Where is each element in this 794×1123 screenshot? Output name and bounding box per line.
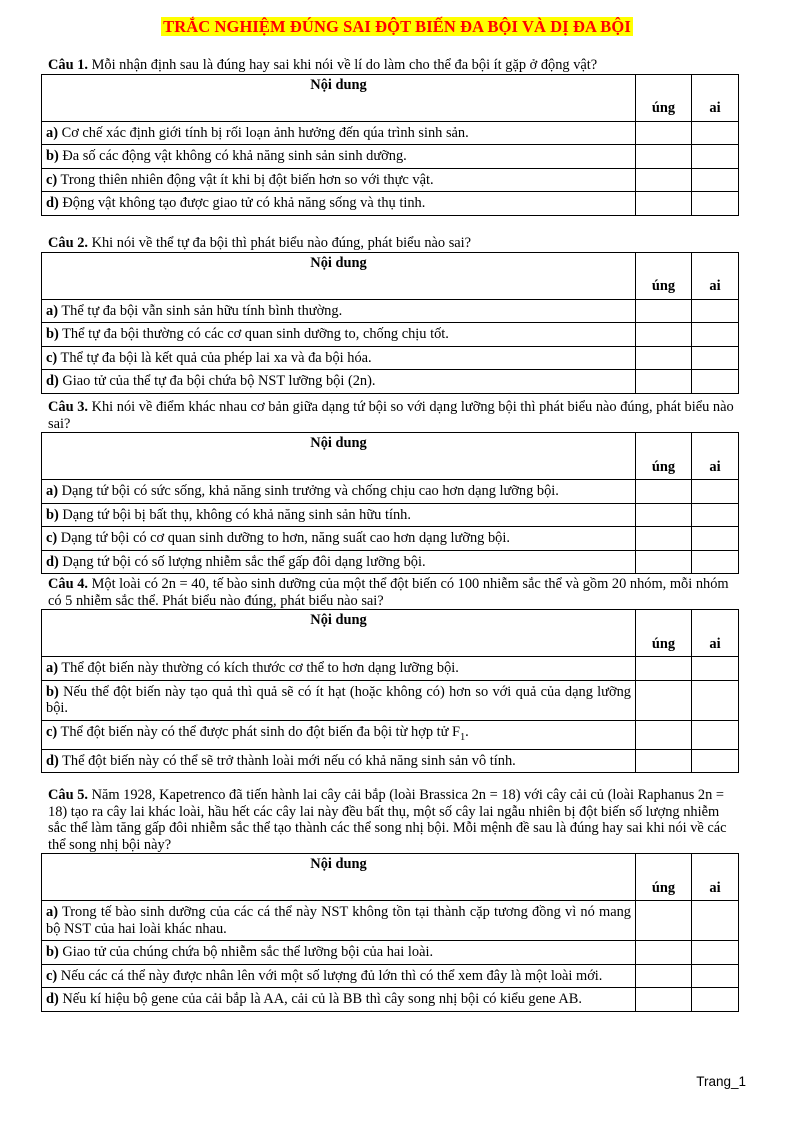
table-row [42,145,739,169]
statement-cell [42,299,636,323]
true-answer-cell[interactable] [636,121,692,145]
true-answer-cell[interactable] [636,901,692,941]
true-header: úng [636,854,692,901]
statement-label: c) [46,967,58,984]
false-answer-cell[interactable] [692,121,739,145]
table-row [42,527,739,551]
true-answer-cell[interactable] [636,480,692,504]
true-answer-cell[interactable] [636,323,692,347]
true-answer-cell[interactable] [636,657,692,681]
subscript: 1 [460,731,466,743]
table-row [42,480,739,504]
question-block [48,57,738,216]
statement-text: Động vật không tạo được giao tử có khả năng sống và thụ tinh. [62,195,426,211]
question-text [48,576,738,609]
question-block [48,576,738,773]
statement-text: Dạng tứ bội bị bất thụ, không có khả năng sinh sản hữu tính. [62,506,411,523]
question-body: Một loài có 2n = 40, tế bào sinh dưỡng của một thể đột biến có 100 nhiễm sắc thể và gồm 20 nhóm, mỗi nhóm có 5 nhiễm sắc thể. Phát biểu nào đúng, phát biểu nào sai? [48,576,729,609]
statement-text: Đa số các động vật không có khả năng sinh sản sinh dưỡng. [62,148,407,164]
statement-cell [42,168,636,192]
answer-table [41,74,739,216]
table-row [42,901,739,941]
question-block [48,399,738,574]
false-answer-cell[interactable] [692,480,739,504]
false-answer-cell[interactable] [692,168,739,192]
statement-cell [42,988,636,1012]
false-answer-cell[interactable] [692,145,739,169]
table-row [42,550,739,574]
true-answer-cell[interactable] [636,550,692,574]
true-answer-cell[interactable] [636,503,692,527]
true-answer-cell[interactable] [636,941,692,965]
question-label: Câu 3. [48,399,88,415]
statement-label: d) [46,991,59,1007]
table-row [42,370,739,394]
statement-label: a) [46,124,58,141]
question-body: Khi nói về thể tự đa bội thì phát biểu nào đúng, phát biểu nào sai? [91,235,472,251]
table-row [42,657,739,681]
statement-text: Dạng tứ bội có cơ quan sinh dưỡng to hơn, năng suất cao hơn dạng lưỡng bội. [60,530,510,546]
statement-label: a) [46,904,58,920]
content-header: Nội dung [42,74,636,121]
content-header: Nội dung [42,610,636,657]
false-header: ai [692,252,739,299]
table-header-row [42,252,739,299]
statement-label: b) [46,148,59,164]
answer-table [41,853,739,1012]
statement-label: d) [46,553,59,570]
statement-text: Trong thiên nhiên động vật ít khi bị đột biến hơn so với thực vật. [60,171,434,188]
false-answer-cell[interactable] [692,988,739,1012]
statement-label: a) [46,302,58,319]
statement-text: Thể đột biến này có thể được phát sinh do đột biến đa bội từ hợp tử F [60,723,461,740]
table-row [42,941,739,965]
statement-cell [42,480,636,504]
table-row [42,192,739,216]
false-answer-cell[interactable] [692,964,739,988]
false-answer-cell[interactable] [692,527,739,551]
statement-label: c) [46,349,58,366]
false-header: ai [692,433,739,480]
question-text [48,787,738,853]
false-header: ai [692,610,739,657]
statement-cell [42,121,636,145]
table-row [42,749,739,773]
statement-text: Dạng tứ bội có số lượng nhiễm sắc thể gấp đôi dạng lưỡng bội. [62,553,426,570]
question-text [48,235,738,252]
true-answer-cell[interactable] [636,720,692,749]
false-answer-cell[interactable] [692,901,739,941]
question-body: Mỗi nhận định sau là đúng hay sai khi nói về lí do làm cho thể đa bội ít gặp ở động vật? [91,57,598,73]
true-header: úng [636,252,692,299]
table-row [42,964,739,988]
true-answer-cell[interactable] [636,299,692,323]
table-row [42,346,739,370]
statement-label: c) [46,723,58,740]
statement-cell [42,145,636,169]
statement-label: a) [46,660,58,676]
true-answer-cell[interactable] [636,370,692,394]
statement-label: b) [46,944,59,960]
true-answer-cell[interactable] [636,145,692,169]
statement-cell [42,323,636,347]
statement-label: d) [46,195,59,211]
false-answer-cell[interactable] [692,503,739,527]
question-label: Câu 1. [48,57,88,73]
statement-cell [42,720,636,749]
statement-cell [42,370,636,394]
statement-cell [42,680,636,720]
question-body: Khi nói về điểm khác nhau cơ bản giữa dạng tứ bội so với dạng lưỡng bội thì phát biểu nào đúng, phát biểu nào sai? [48,399,734,432]
true-answer-cell[interactable] [636,749,692,773]
statement-text: Nếu thể đột biến này tạo quả thì quả sẽ có ít hạt (hoặc không có) hơn so với quả của dạng lưỡng bội. [46,683,631,716]
table-header-row [42,854,739,901]
statement-cell [42,941,636,965]
table-row [42,988,739,1012]
question-label: Câu 5. [48,787,88,803]
statement-label: b) [46,506,59,523]
false-answer-cell[interactable] [692,550,739,574]
true-answer-cell[interactable] [636,988,692,1012]
statement-cell [42,657,636,681]
statement-text: Thể đột biến này thường có kích thước cơ thể to hơn dạng lưỡng bội. [61,660,459,676]
table-header-row [42,74,739,121]
table-row [42,503,739,527]
table-row [42,168,739,192]
statement-label: b) [46,326,59,342]
true-answer-cell[interactable] [636,168,692,192]
statement-text: Thể đột biến này có thể sẽ trở thành loài mới nếu có khả năng sinh sản vô tính. [62,752,516,769]
statement-cell [42,901,636,941]
question-label: Câu 2. [48,235,88,251]
true-answer-cell[interactable] [636,964,692,988]
statement-text: Giao tử của chúng chứa bộ nhiễm sắc thể lưỡng bội của hai loài. [62,944,434,960]
true-header: úng [636,74,692,121]
content-header: Nội dung [42,252,636,299]
false-answer-cell[interactable] [692,941,739,965]
statement-label: b) [46,683,59,700]
statement-text: Thể tự đa bội vẫn sinh sản hữu tính bình thường. [61,302,343,319]
answer-table [41,252,739,394]
false-header: ai [692,854,739,901]
table-row [42,680,739,720]
statement-label: d) [46,752,59,769]
question-block [48,787,738,1012]
statement-label: c) [46,530,58,546]
page-title: TRẮC NGHIỆM ĐÚNG SAI ĐỘT BIẾN ĐA BỘI VÀ DỊ ĐA BỘI [163,17,631,36]
statement-cell [42,964,636,988]
page-number: Trang_1 [696,1074,746,1089]
statement-label: a) [46,483,58,499]
answer-table [41,432,739,574]
false-answer-cell[interactable] [692,346,739,370]
false-answer-cell[interactable] [692,299,739,323]
question-block [48,235,738,394]
false-answer-cell[interactable] [692,749,739,773]
question-text [48,399,738,432]
statement-cell [42,503,636,527]
answer-table [41,609,739,773]
true-answer-cell[interactable] [636,192,692,216]
table-header-row [42,433,739,480]
content-header: Nội dung [42,433,636,480]
table-header-row [42,610,739,657]
statement-cell [42,550,636,574]
true-header: úng [636,433,692,480]
true-answer-cell[interactable] [636,346,692,370]
false-answer-cell[interactable] [692,680,739,720]
table-row [42,720,739,749]
question-label: Câu 4. [48,576,88,592]
table-row [42,323,739,347]
statement-text: Giao tử của thể tự đa bội chứa bộ NST lưỡng bội (2n). [62,373,376,389]
statement-suffix: . [465,723,469,740]
statement-cell [42,346,636,370]
statement-text: Nếu các cá thể này được nhân lên với một số lượng đủ lớn thì có thể xem đây là một loài mới. [60,967,603,984]
statement-text: Thể tự đa bội là kết quả của phép lai xa và đa bội hóa. [60,349,372,366]
statement-cell [42,749,636,773]
statement-text: Cơ chế xác định giới tính bị rối loạn ảnh hưởng đến qúa trình sinh sản. [61,124,469,141]
false-answer-cell[interactable] [692,370,739,394]
statement-text: Thể tự đa bội thường có các cơ quan sinh dưỡng to, chống chịu tốt. [62,326,449,342]
statement-label: d) [46,373,59,389]
statement-cell [42,527,636,551]
table-row [42,121,739,145]
true-answer-cell[interactable] [636,527,692,551]
content-header: Nội dung [42,854,636,901]
false-header: ai [692,74,739,121]
statement-cell [42,192,636,216]
question-body: Năm 1928, Kapetrenco đã tiến hành lai cây cải bắp (loài Brassica 2n = 18) với cây cải củ (loài Raphanus 2n = 18) tạo ra cây lai khác loài, hầu hết các cây lai này đều bất thụ, một số cây lai ngẫu nhiên bị đột biến số lượng nhiễm sắc thể làm tăng gấp đôi nhiễm sắc thể tạo thành các thể song nhị bội. Mỗi mệnh đề sau là đúng hay sai khi nói về các thể song nhị bội này? [48,787,727,853]
statement-text: Trong tế bào sinh dưỡng của các cá thể này NST không tồn tại thành cặp tương đồng vì nó mang bộ NST của hai loài khác nhau. [46,904,631,937]
false-answer-cell[interactable] [692,720,739,749]
table-row [42,299,739,323]
statement-text: Nếu kí hiệu bộ gene của cải bắp là AA, cải củ là BB thì cây song nhị bội có kiểu gene AB. [62,991,582,1007]
question-text [48,57,738,74]
false-answer-cell[interactable] [692,657,739,681]
true-answer-cell[interactable] [636,680,692,720]
statement-label: c) [46,171,58,188]
true-header: úng [636,610,692,657]
false-answer-cell[interactable] [692,323,739,347]
false-answer-cell[interactable] [692,192,739,216]
statement-text: Dạng tứ bội có sức sống, khả năng sinh trưởng và chống chịu cao hơn dạng lưỡng bội. [61,483,559,499]
